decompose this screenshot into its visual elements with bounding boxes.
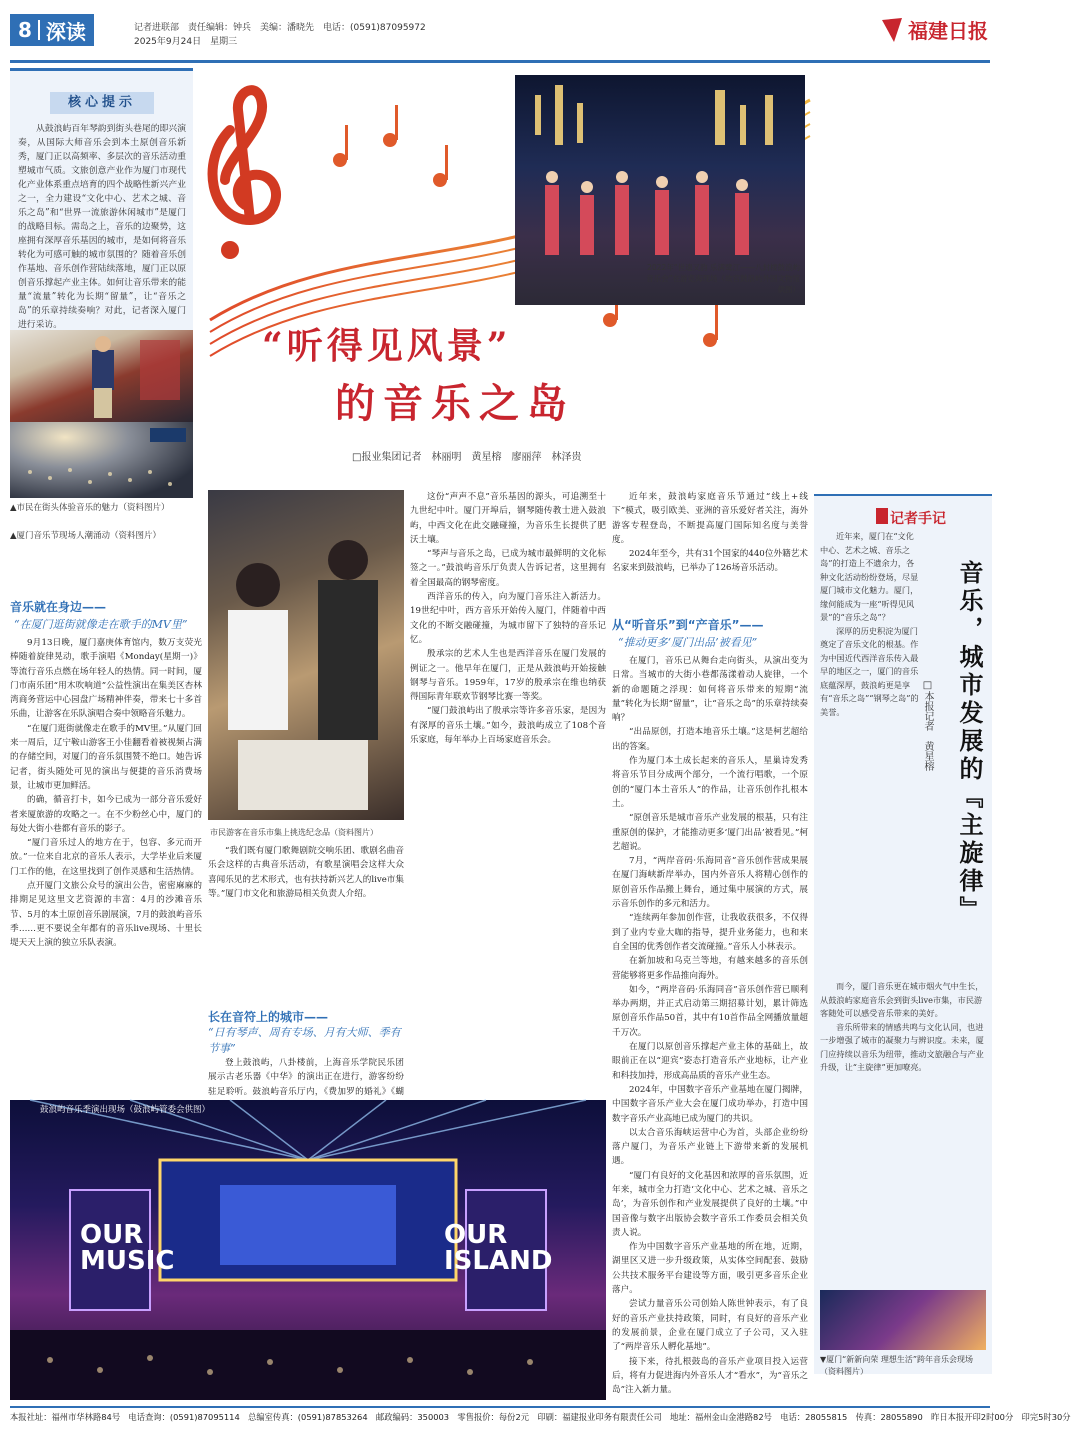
paragraph: 接下来，待扎根鼓岛的音乐产业项目投入运营后，将有力促进海内外音乐人才“看水”，为“音乐之岛”注入新力量。 <box>612 1356 808 1396</box>
column4-top <box>612 490 808 608</box>
paragraph: 西洋音乐的传入，向为厦门音乐注入新活力。19世纪中叶，西方音乐开始传入厦门，伴随着中西文化的不断交融碰撞，为城市留下了独特的音乐记忆。 <box>410 592 606 645</box>
paragraph: 点开厦门文旅公众号的演出公告，密密麻麻的排期足见这里文艺资源的丰富：4月的沙滩音乐节、5月的本土原创音乐剧展演，7月的鼓浪屿音乐季……更不要说全年都有的音乐live现场、十里长堤天天上演的独立乐队表演。 <box>10 881 202 949</box>
paragraph: 而今，厦门音乐更在城市烟火气中生长，从鼓浪屿家庭音乐会到街头live市集，市民游客随处可以感受音乐带来的美好。 <box>820 981 984 1018</box>
key-points-text: 从鼓浪屿百年琴韵到街头巷尾的即兴演奏，从国际大师音乐会到本土原创音乐新秀，厦门正以高频率、多层次的音乐活动重塑城市气质。文旅创意产业作为厦门市现代化产业体系重点培育的四个战略性新兴产业之一，全力建设“文化中心、艺术之城、音乐之岛”和“世界一流旅游休闲城市”是厦门的战略目标。需岛之上，音乐的边聚势，这座拥有深厚音乐基因的城市，是如何将音乐转化为可感可触的城市氛围的？随着音乐创作基地、音乐创作营陆续落地，厦门正以原创音乐撑起产业主体。如何让音乐带来的能量“流量”转化为长期“留量”，让“音乐之岛”的乐章持续奏响？对此，记者深入厦门进行采访。 <box>18 124 186 330</box>
paragraph: 在厦门以原创音乐撑起产业主体的基础上，故眼前正在以“迎宾”姿态打造音乐产业地标，让产业和科技加持，形成高品质的音乐产业生态。 <box>612 1042 808 1081</box>
date-meta: 2025年9月24日 星期三 <box>134 37 238 47</box>
section3-subheading: “推动更多‘厦门出品’被看见” <box>618 636 758 649</box>
reporter-notes-tag: 记者手记 <box>890 511 946 527</box>
paragraph: “厦门鼓浪屿出了殷承宗等许多音乐家，是因为有深厚的音乐土壤。”如今，鼓浪屿成立了108个音乐家庭，每年举办上百场家庭音乐会。 <box>410 706 606 746</box>
paragraph: 以太合音乐海峡运营中心为首，头部企业纷纷落户厦门，为音乐产业链上下游带来新的发展机遇。 <box>612 1127 808 1167</box>
paragraph: 登上鼓浪屿，八卦楼前，上海音乐学院民乐团展示古老乐器《中华》的演出正在进行，游客纷纷驻足聆听。鼓浪屿音乐厅内，《费加罗的婚礼》《蝴 <box>208 1058 404 1097</box>
section1-heading: 音乐就在身边—— <box>10 600 107 614</box>
stage-text-left: OUR MUSIC <box>80 1220 175 1276</box>
caption-crowd: ▲厦门音乐节现场人潮涌动（资料图片） <box>10 531 162 541</box>
editor-meta: 记者进联部 责任编辑：钟兵 美编：潘晓先 电话：(0591)87095972 <box>134 23 426 33</box>
caption-kid: ▲市民在街头体验音乐的魅力（资料图片） <box>10 503 170 513</box>
paragraph: “原创音乐是城市音乐产业发展的根基，只有注重原创的保护，才能推动更多‘厦门出品’被看见。”柯艺超说。 <box>612 813 808 852</box>
reporter-notes-body <box>820 530 920 970</box>
key-points-tag: 核心提示 <box>50 92 154 114</box>
caption-middle: 市民游客在音乐市集上挑选纪念品（资料图片） <box>210 828 378 837</box>
caption-top-right: 2022年“世遗又韵 乐满鹭江——八封楼鼓浪屿音乐会”在游览海现场（故宫鼓浪屿外国文物馆供图） <box>646 263 800 294</box>
paragraph: 在厦门，音乐已从舞台走向街头，从演出变为日常。当城市的大街小巷都荡漾着动人旋律，一个新的命题随之浮现：如何将音乐带来的短期“流量”转化为长期“留量”，让“音乐之岛”的乐章持续奏响？ <box>612 656 808 724</box>
stage-text-right: OUR ISLAND <box>444 1220 553 1276</box>
paragraph: 尝试力量音乐公司创始人陈世钟表示，有了良好的音乐产业扶持政策，同时，有良好的音乐产业的发展前景，企业在厦门成立了子公司，又入驻了“两岸音乐人孵化基地”。 <box>612 1299 808 1353</box>
paragraph: 近年来，厦门在“文化中心、艺术之城、音乐之岛”的打造上不遗余力，各种文化活动纷纷登场，尽显厦门城市文化魅力。厦门，缘何能成为一座“听得见风景”的“音乐之岛”？ <box>820 531 919 622</box>
page-number: 8 <box>18 18 32 42</box>
caption-stage: 鼓浪屿音乐季演出现场（鼓浪屿管委会供图） <box>40 1105 211 1115</box>
section2-col <box>208 1056 404 1096</box>
byline: □报业集团记者 林丽明 黄星榕 廖丽萍 林泽贵 <box>352 452 582 463</box>
section1-col2 <box>208 844 404 1004</box>
paragraph: 7月，“两岸音码·乐海同音”音乐创作营成果展在厦门海峡新岸举办，国内外音乐人将精心创作的原创音乐作品搬上舞台，通过集中展演的方式，展示音乐创作的多元和活力。 <box>612 856 808 910</box>
section3-heading: 从“听音乐”到“产音乐”—— <box>612 618 764 632</box>
paragraph: “厦门音乐过人的地方在于，包容、多元而开放。”一位来自北京的音乐人表示，大学毕业后来厦门工作的他，在这里找到了创作灵感和生活热情。 <box>10 838 202 877</box>
logo-text: 福建日报 <box>908 19 988 43</box>
section1-col1 <box>10 636 202 1064</box>
newspaper-logo <box>880 14 990 46</box>
footer: 本报社址：福州市华林路84号 电话查询：(0591)87095114 总编室传真：(0591)87853264 邮政编码：350003 零售报价：每份2元 印刷：福建报业印务有限责任公司 地址：福州金山金港路82号 电话：28055815 传真：28055890 昨日本报开印2时00分 印完5时30分 <box>10 1406 990 1426</box>
paragraph: 2024年，中国数字音乐产业基地在厦门揭牌，中国数字音乐产业大会在厦门成功举办，打造中国数字音乐产业高地已成为厦门的共识。 <box>612 1084 808 1124</box>
photo-market <box>208 490 404 820</box>
headline-line2: 的音乐之岛 <box>335 380 575 427</box>
paragraph: “出品原创，打造本地音乐土壤。”这是柯艺超给出的答案。 <box>612 727 808 752</box>
section2-subheading: “日有琴声、周有专场、月有大师、季有节事” <box>208 1026 401 1055</box>
paragraph: 作为中国数字音乐产业基地的所在地，近期，湖里区又进一步升级政策，从实体空间配套、鼓励公共技术服务平台建设等方面，吸引更多音乐企业落户。 <box>612 1242 808 1296</box>
paragraph: 深厚的历史积淀为厦门奠定了音乐文化的根基。作为中国近代西洋音乐传入最早的地区之一，厦门的音乐底蕴深厚，鼓浪屿更是享有“音乐之岛”“钢琴之岛”的美誉。 <box>820 625 919 717</box>
paragraph: 殷承宗的艺术人生也是西洋音乐在厦门发展的例证之一。他早年在厦门，正是从鼓浪屿开始接触钢琴与音乐。1959年，17岁的殷承宗在维也纳获得国际青年联欢节钢琴比赛一等奖。 <box>410 649 606 703</box>
headline-line1: “听得见风景” <box>262 325 512 367</box>
photo-new-year-concert <box>820 1290 986 1350</box>
section1-subheading: “在厦门逛街就像走在歌手的MV里” <box>14 618 188 631</box>
reporter-notes-headline: 音乐，城市发展的『主旋律』 <box>955 560 984 924</box>
paragraph: 近年来，鼓浪屿家庭音乐节通过“线上+线下”模式，吸引欧美、亚洲的音乐爱好者关注，海外游客专程登岛，不断提高厦门国际知名度与美誉度。 <box>612 492 808 545</box>
paragraph: 音乐所带来的情感共鸣与文化认同，也进一步增强了城市的凝聚力与辨识度。未来，厦门应持续以音乐为纽带，推动文旅融合与产业升级，让“主旋律”更加嘹亮。 <box>820 1021 984 1072</box>
section2-heading: 长在音符上的城市—— <box>208 1010 329 1024</box>
paragraph: “在厦门逛街就像走在歌手的MV里。”从厦门回来一周后，辽宁鞍山游客王小佳翻看着被视频占满的存储空间，对厦门的音乐氛围赞不绝口。她告诉记者，街头随处可见的演出与便捷的音乐消费场景，让城市更加鲜活。 <box>10 723 202 791</box>
paragraph: 9月13日晚，厦门嘉庚体育馆内，数万支荧光棒随着旋律晃动，歌手演唱《Monday(星期一)》等流行音乐点燃在场年轻人的热情。同一时间，厦门市南乐团“用木吹响道”公益性演出在集美区杏林湾商务营运中心园盘广场精神伴奏，带来七十多首乐曲，让游客在乐队演唱合奏中领略音乐魅力。 <box>10 638 202 720</box>
column3 <box>410 490 606 1096</box>
caption-notes-photo: ▼厦门“新新向荣 理想生活”跨年音乐会现场（资料图片） <box>820 1355 973 1376</box>
page-section-box <box>10 14 94 46</box>
paragraph: 2024年至今，共有31个国家的440位外籍艺术名家来到鼓浪屿，已举办了126场音乐活动。 <box>612 549 808 574</box>
reporter-notes-byline: □本报记者 黄星榕 <box>922 680 933 771</box>
divider <box>38 20 40 40</box>
photo-crowd <box>10 422 193 498</box>
paragraph: “厦门有良好的文化基因和浓厚的音乐氛围，近年来，城市全力打造‘文化中心、艺术之城、音乐之岛’，为音乐创作和产业发展提供了良好的土壤。”中国音像与数字出版协会数字音乐工作委员会相关负责人说。 <box>612 1170 808 1238</box>
paragraph: “连续两年参加创作营，让我收获很多，不仅得到了业内专业大咖的指导，提升业务能力，也和来自全国的优秀创作者交流碰撞。”音乐人小林表示。 <box>612 913 808 952</box>
photo-kid-street <box>10 330 193 422</box>
section3-col <box>612 654 808 1400</box>
treble-clef-icon <box>213 90 276 259</box>
header-rule <box>10 60 990 63</box>
paragraph: “琴声与音乐之岛，已成为城市最鲜明的文化标签之一。”鼓浪屿音乐厅负责人告诉记者，这里拥有着全国最高的钢琴密度。 <box>410 549 606 588</box>
pen-icon <box>876 508 888 524</box>
paragraph: 如今，“两岸音码·乐海同音”音乐创作营已顺利举办两期，并正式启动第三期招募计划，累计筛选原创音乐作品50首，其中有10首作品全网播放量超千万次。 <box>612 984 808 1038</box>
paragraph: 的确，循音打卡，如今已成为一部分音乐爱好者来厦旅游的攻略之一。在不少粉丝心中，厦门的每处大街小巷都有音乐的影子。 <box>10 795 202 834</box>
paragraph: 这份“声声不息”音乐基因的源头，可追溯至十九世纪中叶。厦门开埠后，钢琴随传教士进入鼓浪屿，中西文化在此交融碰撞，为音乐生长提供了肥沃土壤。 <box>410 492 606 545</box>
logo-mark-icon <box>882 18 902 42</box>
reporter-notes-body-2 <box>820 980 986 1280</box>
section-name: 深读 <box>45 19 86 44</box>
paragraph: 作为厦门本土成长起来的音乐人，星巢诗发秀将音乐节目分成两个部分，一个流行唱歌，一个原创的“厦门本土音乐人”的作品，让音乐创作扎根本土。 <box>612 756 808 809</box>
paragraph: “我们既有厦门歌舞剧院交响乐团、歌剧名曲音乐会这样的古典音乐活动，有歌星演唱会这样大众喜闻乐见的艺术形式，也有扶持新兴艺人的live市集等。”厦门市文化和旅游局相关负责人介绍。 <box>208 846 404 899</box>
paragraph: 在新加坡和乌克兰等地，有越来越多的音乐创营能够将更多作品推向海外。 <box>612 956 808 981</box>
